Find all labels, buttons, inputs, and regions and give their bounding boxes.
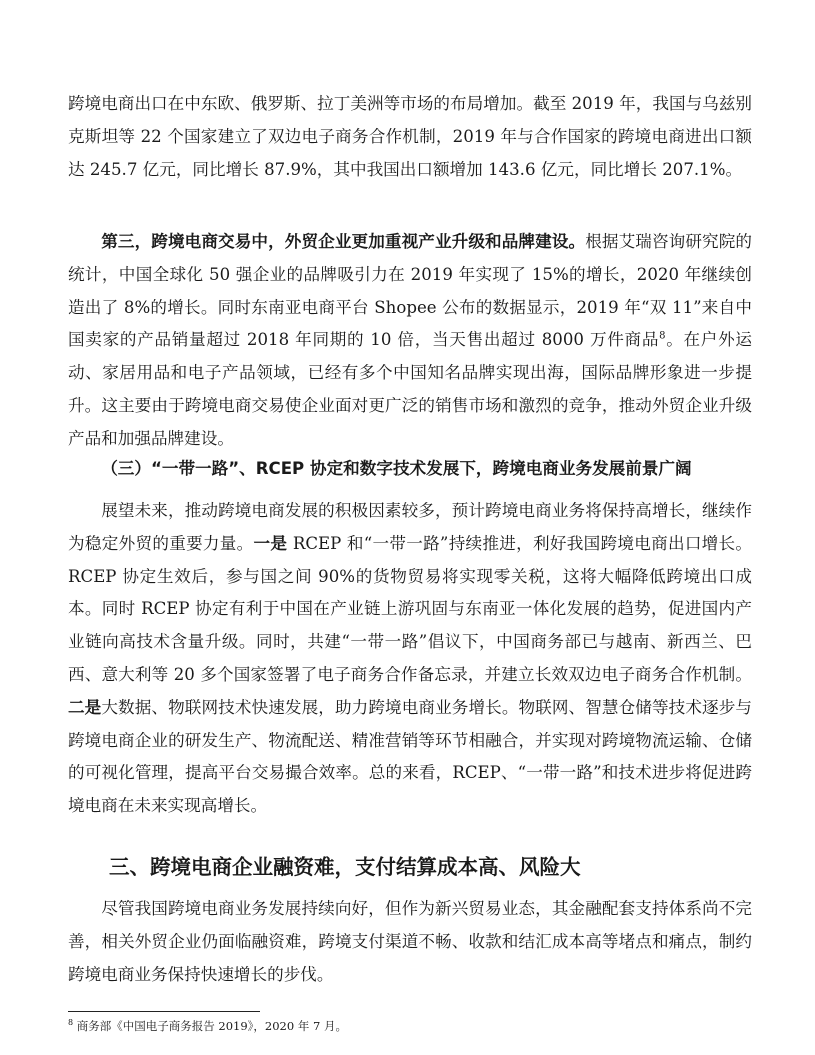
paragraph-text: 根据艾瑞咨询研究院的统计，中国全球化 50 强企业的品牌吸引力在 2019 年实现了 15%的增长，2020 年继续创造出了 8%的增长。同时东南亚电商平台 Shopee 公布的数据显示，2019 年“双 11”来自中国卖家的产品销量超过 2018 年同期的 10 倍，当天售出超过 8000 万件商品 bbox=[68, 232, 753, 350]
section-heading: 三、跨境电商企业融资难，支付结算成本高、风险大 bbox=[109, 855, 581, 879]
footnote-reference[interactable]: 8 bbox=[659, 330, 666, 342]
paragraph-text: 跨境电商出口在中东欧、俄罗斯、拉丁美洲等市场的布局增加。截至 2019 年，我国与乌兹别克斯坦等 22 个国家建立了双边电子商务合作机制，2019 年与合作国家的跨境电商进出口额达 245.7 亿元，同比增长 87.9%，其中我国出口额增加 143.6 亿元，同比增长 207.1%。 bbox=[68, 94, 752, 179]
paragraph-text: RCEP 和“一带一路”持续推进，利好我国跨境电商出口增长。RCEP 协定生效后，参与国之间 90%的货物贸易将实现零关税，这将大幅降低跨境出口成本。同时 RCEP 协定有利于中国在产业链上游巩固与东南亚一体化发展的趋势，促进国内产业链向高技术含量升级。同时，共建“一带一路”倡议下，中国商务部已与越南、新西兰、巴西、意大利等 20 多个国家签署了电子商务合作备忘录，并建立长效双边电子商务合作机制。 bbox=[68, 533, 753, 684]
paragraph-point-one: 一是 bbox=[253, 533, 288, 553]
paragraph-text: 展望未来，推动跨境电商发展的积极因素较多，预计跨境电商业务将保持高增长，继续作为稳定外贸的重要力量。 bbox=[68, 501, 752, 553]
paragraph-brand-building bbox=[68, 226, 752, 456]
subsection-heading: （三）“一带一路”、RCEP 协定和数字技术发展下，跨境电商业务发展前景广阔 bbox=[101, 459, 692, 478]
footnote-divider bbox=[68, 1011, 260, 1012]
footnote bbox=[68, 1016, 752, 1036]
paragraph-text: 。在户外运动、家居用品和电子产品领域，已经有多个中国知名品牌实现出海，国际品牌形象进一步提升。这主要由于跨境电商交易使企业面对更广泛的销售市场和激烈的竞争，推动外贸企业升级产品和加强品牌建设。 bbox=[68, 330, 752, 448]
paragraph-point-two: 二是 bbox=[68, 697, 102, 717]
paragraph-text: 大数据、物联网技术快速发展，助力跨境电商业务增长。物联网、智慧仓储等技术逐步与跨境电商企业的研发生产、物流配送、精准营销等环节相融合，并实现对跨境物流运输、仓储的可视化管理，提高平台交易撮合效率。总的来看，RCEP、“一带一路”和技术进步将促进跨境电商在未来实现高增长。 bbox=[68, 697, 753, 816]
paragraph-cross-border-export-markets bbox=[68, 88, 752, 186]
paragraph-outlook bbox=[68, 495, 752, 823]
footnote-mark: 8 bbox=[68, 1018, 74, 1028]
footnote-text: 商务部《中国电子商务报告 2019》，2020 年 7 月。 bbox=[73, 1019, 347, 1033]
paragraph-lead-bold: 第三，跨境电商交易中，外贸企业更加重视产业升级和品牌建设。 bbox=[101, 232, 586, 251]
paragraph-text: 尽管我国跨境电商业务发展持续向好，但作为新兴贸易业态，其金融配套支持体系尚不完善，相关外贸企业仍面临融资难，跨境支付渠道不畅、收款和结汇成本高等堵点和痛点，制约跨境电商业务保持快速增长的步伐。 bbox=[68, 899, 752, 984]
paragraph-financing-difficulty bbox=[68, 893, 752, 991]
